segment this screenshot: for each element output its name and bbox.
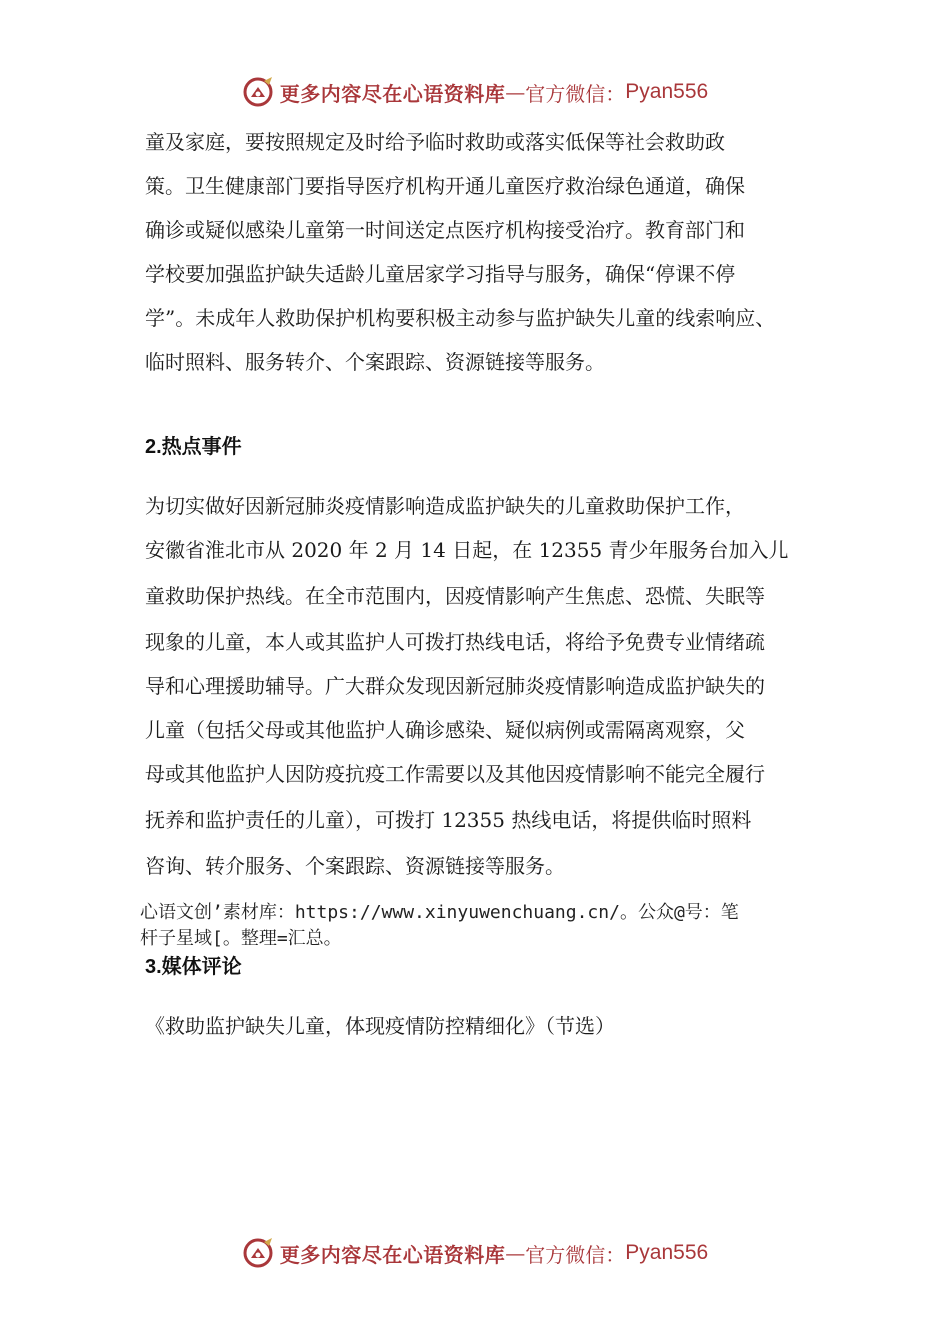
paragraph-line: 策。卫生健康部门要指导医疗机构开通儿童医疗救治绿色通道，确保 [145,174,745,198]
paragraph-line: 临时照料、服务转介、个案跟踪、资源链接等服务。 [145,350,605,374]
logo-icon [242,75,276,109]
banner-title: 更多内容尽在心语资料库 [279,81,506,106]
section-heading: 2.热点事件 [145,436,242,458]
banner-wechat-id: Pyan556 [625,80,709,103]
article-title-line: 《救助监护缺失儿童，体现疫情防控精细化》（节选） [145,1014,615,1038]
paragraph-line: 现象的儿童，本人或其监护人可拨打热线电话，将给予免费专业情绪疏 [145,630,765,654]
paragraph-line: 安徽省淮北市从 2020 年 2 月 14 日起，在 12355 青少年服务台加入儿 [145,538,789,562]
footer-banner [0,1233,950,1273]
logo-icon [242,1236,276,1270]
watermark-line: 杆子星域[。整理=汇总。 [140,928,342,949]
paragraph-line: 童救助保护热线。在全市范围内，因疫情影响产生焦虑、恐慌、失眠等 [145,584,765,608]
banner-dash: — [505,1241,526,1265]
paragraph-line: 儿童（包括父母或其他监护人确诊感染、疑似病例或需隔离观察，父 [145,718,745,742]
paragraph-line: 咨询、转介服务、个案跟踪、资源链接等服务。 [145,854,565,878]
watermark-line: 心语文创’素材库：https://www.xinyuwenchuang.cn/。公众@号：笔 [140,902,739,923]
paragraph-line: 确诊或疑似感染儿童第一时间送定点医疗机构接受治疗。教育部门和 [145,218,745,242]
paragraph-line: 学校要加强监护缺失适龄儿童居家学习指导与服务，确保“停课不停 [145,262,736,286]
section-heading: 3.媒体评论 [145,956,242,978]
paragraph-line: 母或其他监护人因防疫抗疫工作需要以及其他因疫情影响不能完全履行 [145,762,765,786]
paragraph-line: 抚养和监护责任的儿童），可拨打 12355 热线电话，将提供临时照料 [145,808,752,832]
paragraph-line: 导和心理援助辅导。广大群众发现因新冠肺炎疫情影响造成监护缺失的 [145,674,765,698]
banner-title: 更多内容尽在心语资料库 [279,1242,506,1267]
paragraph-line: 童及家庭，要按照规定及时给予临时救助或落实低保等社会救助政 [145,130,725,154]
banner-dash: — [505,80,526,104]
banner-wechat-label: 官方微信： [525,1242,626,1267]
banner-wechat-id: Pyan556 [625,1241,709,1264]
banner-wechat-label: 官方微信： [525,81,626,106]
paragraph-line: 学”。未成年人救助保护机构要积极主动参与监护缺失儿童的线索响应、 [145,306,776,330]
header-banner [0,72,950,112]
paragraph-line: 为切实做好因新冠肺炎疫情影响造成监护缺失的儿童救助保护工作， [145,494,745,518]
